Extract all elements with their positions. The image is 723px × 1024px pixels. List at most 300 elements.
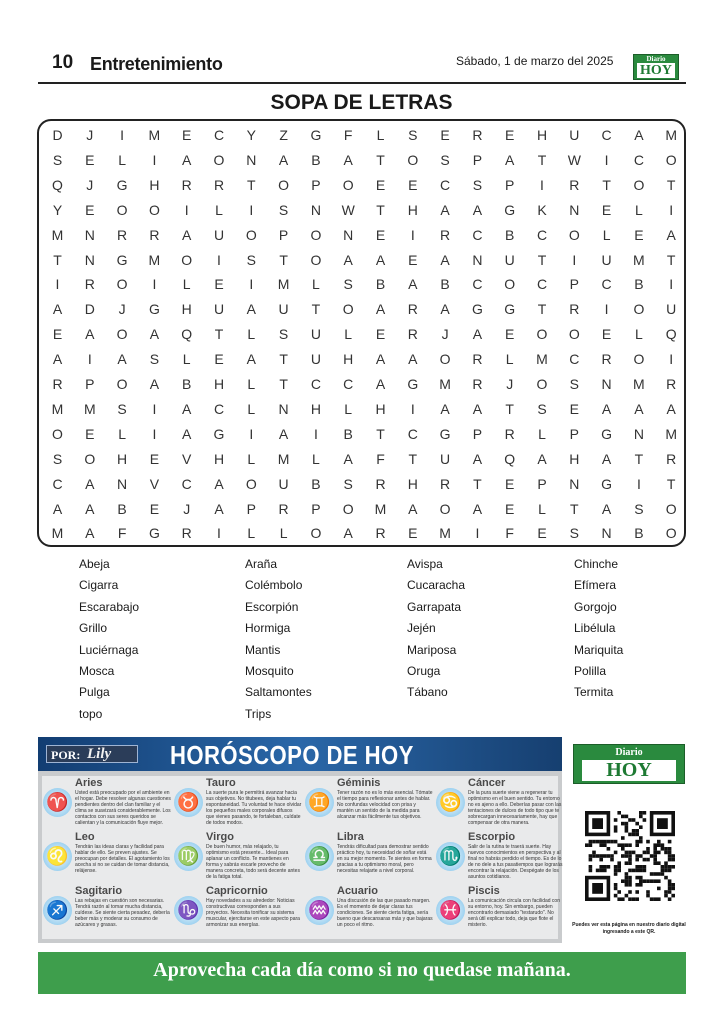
grid-letter: J — [183, 500, 191, 517]
grid-letter: H — [181, 301, 192, 318]
word-list-item: Libélula — [574, 621, 616, 636]
grid-letter: R — [407, 326, 418, 343]
word-list-item: Chinche — [574, 557, 619, 571]
grid-letter: N — [601, 376, 612, 392]
grid-letter: P — [85, 376, 95, 392]
grid-letter: A — [472, 450, 483, 467]
grid-letter: A — [375, 351, 386, 368]
grid-letter: S — [569, 525, 579, 542]
qr-code[interactable] — [585, 802, 675, 910]
grid-letter: S — [149, 351, 160, 368]
word-list-item: Mariquita — [574, 642, 624, 657]
grid-letter: R — [181, 176, 192, 193]
grid-letter: A — [601, 400, 612, 417]
grid-letter: T — [279, 351, 288, 368]
sign-name: Cáncer — [468, 777, 506, 789]
grid-letter: E — [505, 500, 515, 517]
grid-letter: Q — [52, 176, 63, 193]
grid-letter: B — [182, 376, 192, 392]
grid-letter: C — [52, 475, 63, 492]
diario-hoy-sidebar-logo — [573, 744, 685, 784]
grid-letter: A — [149, 326, 160, 343]
grid-letter: A — [440, 251, 450, 268]
grid-letter: A — [85, 475, 95, 492]
grid-letter: T — [53, 251, 62, 268]
grid-letter: N — [633, 425, 644, 442]
grid-letter: O — [181, 251, 193, 268]
word-list-item: Termita — [574, 685, 614, 700]
grid-letter: G — [504, 201, 516, 218]
grid-letter: I — [604, 151, 609, 168]
grid-letter: R — [504, 425, 515, 442]
grid-letter: M — [277, 450, 290, 467]
grid-letter: O — [536, 326, 548, 343]
grid-letter: S — [472, 176, 483, 193]
grid-letter: G — [213, 425, 225, 442]
sign-text: Hay novedades a su alrededor: Noticias constructivas corresponden a sus proyectos. Necesita tonificar su sistema muscular, ejercitarse en este aspecto para armonizar sus energías. — [206, 898, 300, 928]
grid-letter: A — [634, 400, 644, 417]
grid-letter: C — [213, 400, 225, 417]
grid-letter: A — [666, 400, 676, 417]
grid-letter: H — [213, 376, 225, 392]
grid-letter: R — [375, 475, 386, 492]
grid-letter: A — [537, 450, 547, 467]
grid-letter: R — [213, 176, 225, 193]
grid-letter: Y — [246, 127, 256, 143]
grid-letter: C — [310, 376, 321, 392]
grid-letter: N — [84, 226, 95, 243]
sign-text: Una discusión de las que pasado margen. Es el momento de dejar claras tus condiciones. Se siente cierta fatiga, sería bueno que descansaras más y que bajaras un poco el ritmo. — [337, 898, 433, 928]
author-badge — [46, 745, 138, 763]
grid-letter: B — [505, 226, 515, 243]
grid-letter: M — [633, 376, 645, 392]
grid-letter: O — [665, 151, 677, 168]
sign-cáncer — [435, 776, 564, 830]
grid-letter: B — [311, 151, 321, 168]
grid-letter: L — [538, 500, 546, 517]
grid-letter: M — [439, 525, 451, 542]
grid-letter: R — [52, 376, 63, 392]
grid-letter: I — [120, 127, 125, 143]
grid-letter: R — [181, 525, 192, 542]
word-list-item: Mantis — [245, 642, 281, 657]
grid-letter: M — [277, 276, 290, 293]
grid-letter: O — [310, 226, 322, 243]
grid-letter: L — [182, 276, 191, 293]
grid-letter: E — [505, 475, 515, 492]
grid-letter: S — [537, 400, 547, 417]
grid-letter: A — [85, 500, 95, 517]
grid-letter: R — [84, 276, 95, 293]
grid-letter: E — [149, 450, 160, 467]
grid-letter: A — [440, 301, 450, 318]
grid-letter: P — [472, 425, 483, 442]
grid-letter: A — [343, 251, 353, 268]
grid-letter: C — [343, 376, 354, 392]
grid-letter: N — [84, 251, 95, 268]
grid-letter: G — [407, 376, 419, 392]
word-list-item: Escorpión — [245, 599, 299, 614]
grid-letter: O — [213, 151, 225, 168]
grid-letter: I — [669, 276, 674, 293]
grid-letter: M — [665, 127, 678, 143]
sign-capricornio — [173, 884, 302, 938]
leo-icon: ♌ — [43, 842, 72, 871]
grid-letter: A — [408, 351, 418, 368]
grid-letter: T — [666, 251, 676, 268]
grid-letter: H — [117, 450, 128, 467]
grid-letter: A — [601, 500, 612, 517]
grid-letter: P — [311, 500, 321, 517]
sign-text: De la pura suerte viene a regenerar tu optimismo en el buen sentido. Tu entorno no es ajeno a ello. Deberías pasar con las tentaciones de dulces de todo tipo que te sobrecargan innecesariamente, hay que compensar de otra manera. — [468, 790, 562, 826]
word-list-item: Grillo — [79, 621, 108, 636]
grid-letter: P — [537, 475, 547, 492]
sign-name: Capricornio — [206, 885, 268, 897]
grid-letter: O — [633, 351, 645, 368]
grid-letter: Z — [279, 127, 288, 143]
grid-letter: T — [473, 475, 482, 492]
grid-letter: O — [342, 500, 354, 517]
grid-letter: F — [343, 127, 353, 143]
grid-letter: U — [213, 226, 225, 243]
grid-letter: O — [407, 151, 419, 168]
page-header — [38, 50, 686, 82]
grid-letter: C — [472, 226, 483, 243]
grid-letter: B — [117, 500, 127, 517]
word-list-item: Efímera — [574, 578, 617, 593]
grid-letter: E — [85, 201, 95, 218]
sidebar-logo-top: Diario — [615, 747, 643, 758]
grid-letter: C — [181, 475, 192, 492]
grid-letter: A — [182, 400, 192, 417]
grid-letter: R — [569, 176, 580, 193]
grid-letter: O — [52, 425, 63, 442]
sign-name: Virgo — [206, 831, 234, 843]
grid-letter: F — [376, 450, 385, 467]
grid-letter: H — [407, 201, 418, 218]
author-label: POR: — [51, 748, 81, 762]
grid-letter: B — [375, 276, 386, 293]
sign-tauro — [173, 776, 302, 830]
word-list-item: Polilla — [574, 664, 607, 678]
grid-letter: A — [117, 351, 127, 368]
grid-letter: A — [408, 500, 418, 517]
grid-letter: I — [540, 176, 544, 193]
grid-letter: A — [214, 500, 224, 517]
grid-letter: T — [537, 251, 547, 268]
grid-letter: T — [247, 176, 256, 193]
grid-letter: I — [475, 525, 480, 542]
grid-letter: O — [504, 276, 516, 293]
grid-letter: A — [472, 400, 483, 417]
grid-letter: M — [51, 525, 64, 542]
sign-text: Tendrás dificultad para demostrar sentido práctico hoy, tu necesidad de soñar está en su mejor momento. Te sientes en forma gracias a tu optimismo moral, pero necesitas relajarte a nivel corporal. — [337, 844, 432, 874]
word-list-item: Luciérnaga — [79, 642, 139, 657]
grid-letter: P — [569, 276, 579, 293]
grid-letter: B — [343, 425, 353, 442]
grid-letter: E — [52, 326, 63, 343]
sign-name: Acuario — [337, 885, 378, 897]
grid-letter: G — [148, 301, 160, 318]
sign-text: La comunicación circula con facilidad con su entorno, hoy. Sin embargo, pueden encontrarlo demasiado "testarudo". No será útil explicar todo, deja que flote el misterio. — [468, 898, 560, 928]
grid-letter: T — [376, 425, 385, 442]
grid-letter: R — [472, 127, 483, 143]
grid-letter: I — [249, 425, 254, 442]
grid-letter: E — [375, 176, 386, 193]
aquarius-icon: ♒ — [305, 896, 334, 925]
grid-letter: P — [569, 425, 579, 442]
footer-motto: Aprovecha cada día como si no quedase mañana. — [153, 959, 571, 981]
grid-letter: A — [375, 301, 386, 318]
grid-letter: H — [343, 351, 354, 368]
grid-letter: U — [213, 301, 225, 318]
grid-letter: J — [86, 176, 94, 193]
grid-letter: I — [152, 151, 157, 168]
grid-letter: A — [182, 226, 192, 243]
grid-letter: E — [182, 127, 192, 143]
grid-letter: L — [279, 525, 288, 542]
grid-letter: A — [505, 151, 515, 168]
grid-letter: O — [568, 226, 580, 243]
libra-icon: ♎ — [305, 842, 334, 871]
grid-letter: N — [343, 226, 354, 243]
grid-letter: I — [410, 226, 415, 243]
grid-letter: I — [152, 425, 157, 442]
grid-letter: N — [569, 201, 580, 218]
grid-letter: L — [376, 127, 385, 143]
word-list-item: Mosca — [79, 664, 115, 678]
grid-letter: T — [311, 301, 321, 318]
grid-letter: L — [182, 351, 191, 368]
grid-letter: I — [669, 201, 674, 218]
grid-letter: L — [215, 201, 223, 218]
grid-letter: U — [504, 251, 515, 268]
publication-date: Sábado, 1 de marzo del 2025 — [456, 54, 614, 68]
grid-letter: L — [247, 525, 256, 542]
word-list-item: Avispa — [407, 557, 443, 571]
grid-letter: E — [537, 525, 547, 542]
grid-letter: T — [376, 201, 385, 218]
grid-letter: A — [85, 525, 95, 542]
grid-letter: C — [569, 351, 580, 368]
grid-letter: I — [604, 301, 609, 318]
grid-letter: R — [472, 351, 483, 368]
grid-letter: N — [569, 475, 580, 492]
grid-letter: A — [343, 450, 353, 467]
grid-letter: A — [246, 301, 256, 318]
grid-letter: U — [310, 351, 321, 368]
horoscope-banner — [38, 737, 562, 771]
grid-letter: A — [408, 276, 418, 293]
grid-letter: A — [472, 201, 483, 218]
grid-letter: T — [537, 301, 547, 318]
grid-letter: O — [116, 376, 128, 392]
sagittarius-icon: ♐ — [43, 896, 72, 925]
sign-virgo — [173, 830, 302, 884]
grid-letter: B — [311, 475, 321, 492]
grid-letter: T — [505, 400, 514, 417]
grid-letter: S — [278, 201, 289, 218]
grid-letter: C — [536, 276, 548, 293]
grid-letter: A — [472, 326, 483, 343]
grid-letter: I — [249, 201, 254, 218]
grid-letter: H — [536, 127, 548, 143]
grid-letter: I — [249, 276, 254, 293]
sign-name: Aries — [75, 777, 103, 789]
grid-letter: Y — [52, 201, 63, 218]
grid-letter: H — [569, 450, 580, 467]
grid-letter: I — [313, 425, 318, 442]
grid-letter: O — [245, 226, 257, 243]
logo-main-text: HOY — [637, 63, 675, 78]
grid-letter: G — [471, 301, 483, 318]
grid-letter: L — [247, 376, 256, 392]
grid-letter: A — [666, 226, 676, 243]
sign-aries — [42, 776, 171, 830]
qr-caption: Puedes ver esta página en nuestro diario digital ingresando a este QR. — [572, 922, 686, 935]
grid-letter: A — [182, 425, 192, 442]
grid-letter: V — [149, 475, 160, 492]
word-list-item: Mosquito — [245, 664, 294, 678]
grid-letter: I — [217, 251, 221, 268]
grid-letter: I — [636, 475, 641, 492]
grid-letter: P — [278, 226, 289, 243]
grid-letter: T — [279, 376, 288, 392]
grid-letter: E — [214, 276, 224, 293]
word-list-item: Araña — [245, 557, 278, 571]
scorpio-icon: ♏ — [436, 842, 465, 871]
grid-letter: M — [83, 400, 96, 417]
grid-letter: M — [148, 127, 161, 143]
grid-letter: U — [666, 301, 677, 318]
grid-letter: T — [666, 475, 676, 492]
grid-letter: S — [343, 276, 353, 293]
grid-letter: O — [245, 475, 257, 492]
word-list-item: Cucaracha — [407, 578, 466, 593]
grid-letter: H — [407, 475, 418, 492]
grid-letter: B — [634, 525, 644, 542]
grid-letter: G — [601, 475, 613, 492]
word-list-item: Tábano — [407, 685, 448, 700]
grid-letter: E — [408, 525, 418, 542]
grid-letter: S — [52, 450, 63, 467]
grid-letter: O — [439, 500, 451, 517]
sign-sagitario — [42, 884, 171, 938]
grid-letter: N — [601, 525, 612, 542]
grid-letter: A — [375, 251, 386, 268]
grid-letter: Q — [181, 326, 193, 343]
sign-leo — [42, 830, 171, 884]
word-list-item: Escarabajo — [79, 599, 140, 614]
sign-text: Usted está preocupado por el ambiente en el hogar. Debe resolver algunas cuestiones pendientes dentro del clan familiar y el clima se suavizará considerablemente. Los contactos con sus seres queridos se calientan y la comunicación fluye mejor. — [75, 790, 171, 826]
sign-name: Leo — [75, 831, 95, 843]
grid-letter: S — [634, 500, 644, 517]
grid-letter: O — [568, 326, 580, 343]
grid-letter: O — [278, 176, 290, 193]
grid-letter: I — [184, 201, 189, 218]
grid-letter: N — [472, 251, 483, 268]
grid-letter: Q — [665, 326, 677, 343]
grid-letter: M — [665, 425, 678, 442]
grid-letter: A — [601, 450, 612, 467]
grid-letter: R — [569, 301, 580, 318]
word-list-item: Abeja — [79, 557, 110, 571]
grid-letter: I — [572, 251, 577, 268]
grid-letter: P — [472, 151, 483, 168]
grid-letter: U — [310, 326, 321, 343]
grid-letter: R — [117, 226, 128, 243]
grid-letter: S — [52, 151, 63, 168]
word-list-item: Oruga — [407, 664, 441, 678]
grid-letter: L — [247, 400, 256, 417]
grid-letter: E — [408, 251, 418, 268]
grid-letter: E — [408, 176, 418, 193]
sign-name: Piscis — [468, 885, 500, 897]
grid-letter: R — [278, 500, 289, 517]
grid-letter: T — [570, 500, 579, 517]
grid-letter: E — [601, 326, 612, 343]
grid-letter: T — [602, 176, 611, 193]
grid-letter: A — [52, 301, 63, 318]
gemini-icon: ♊ — [305, 788, 334, 817]
grid-letter: T — [376, 151, 385, 168]
footer-banner — [38, 952, 686, 994]
grid-letter: R — [440, 226, 451, 243]
grid-letter: C — [472, 276, 483, 293]
grid-letter: M — [51, 226, 64, 243]
grid-letter: F — [117, 525, 127, 542]
grid-letter: O — [148, 201, 160, 218]
sign-text: La suerte pura le permitirá avanzar hacia sus objetivos. No titubees, deja hablar tu espontaneidad. Tu voluntad te hace olvidar los pequeños males corporales difusos que vienes pasando, te fortaleban, cuídate de todos modos. — [206, 790, 302, 826]
horoscope-signs — [42, 776, 563, 939]
grid-letter: L — [247, 450, 256, 467]
word-list-item: topo — [79, 706, 103, 721]
grid-letter: I — [152, 400, 157, 417]
grid-letter: C — [601, 276, 612, 293]
grid-letter: C — [213, 127, 225, 143]
grid-letter: U — [278, 301, 289, 318]
grid-letter: P — [311, 176, 321, 193]
word-list-item: Trips — [245, 706, 272, 721]
grid-letter: A — [246, 351, 256, 368]
grid-letter: I — [410, 400, 415, 417]
sign-escorpio — [435, 830, 564, 884]
grid-letter: U — [601, 251, 612, 268]
grid-letter: I — [217, 525, 221, 542]
grid-letter: J — [441, 326, 449, 343]
grid-letter: M — [439, 376, 451, 392]
grid-letter: T — [666, 176, 676, 193]
grid-letter: M — [148, 251, 161, 268]
grid-letter: A — [149, 376, 160, 392]
grid-letter: M — [633, 251, 645, 268]
sign-text: Tendrán las ideas claras y facilidad para hablar de ello. Se preven ajustes. Se preocupan por detalles. El agotamiento los acecha si no se cuidan de tomar distancia, relájense. — [75, 844, 170, 874]
author-name: Lily — [87, 746, 112, 762]
sign-name: Tauro — [206, 777, 236, 789]
grid-letter: A — [440, 400, 450, 417]
grid-letter: C — [536, 226, 548, 243]
grid-letter: L — [344, 400, 353, 417]
sidebar-logo-main: HOY — [582, 760, 676, 781]
word-list-item: Gorgojo — [574, 599, 617, 614]
grid-letter: E — [375, 226, 386, 243]
section-title: Entretenimiento — [90, 54, 223, 74]
word-list-item: Pulga — [79, 685, 110, 700]
grid-letter: A — [182, 151, 192, 168]
grid-letter: E — [634, 226, 644, 243]
horoscope-section — [38, 737, 562, 943]
grid-letter: E — [214, 351, 224, 368]
